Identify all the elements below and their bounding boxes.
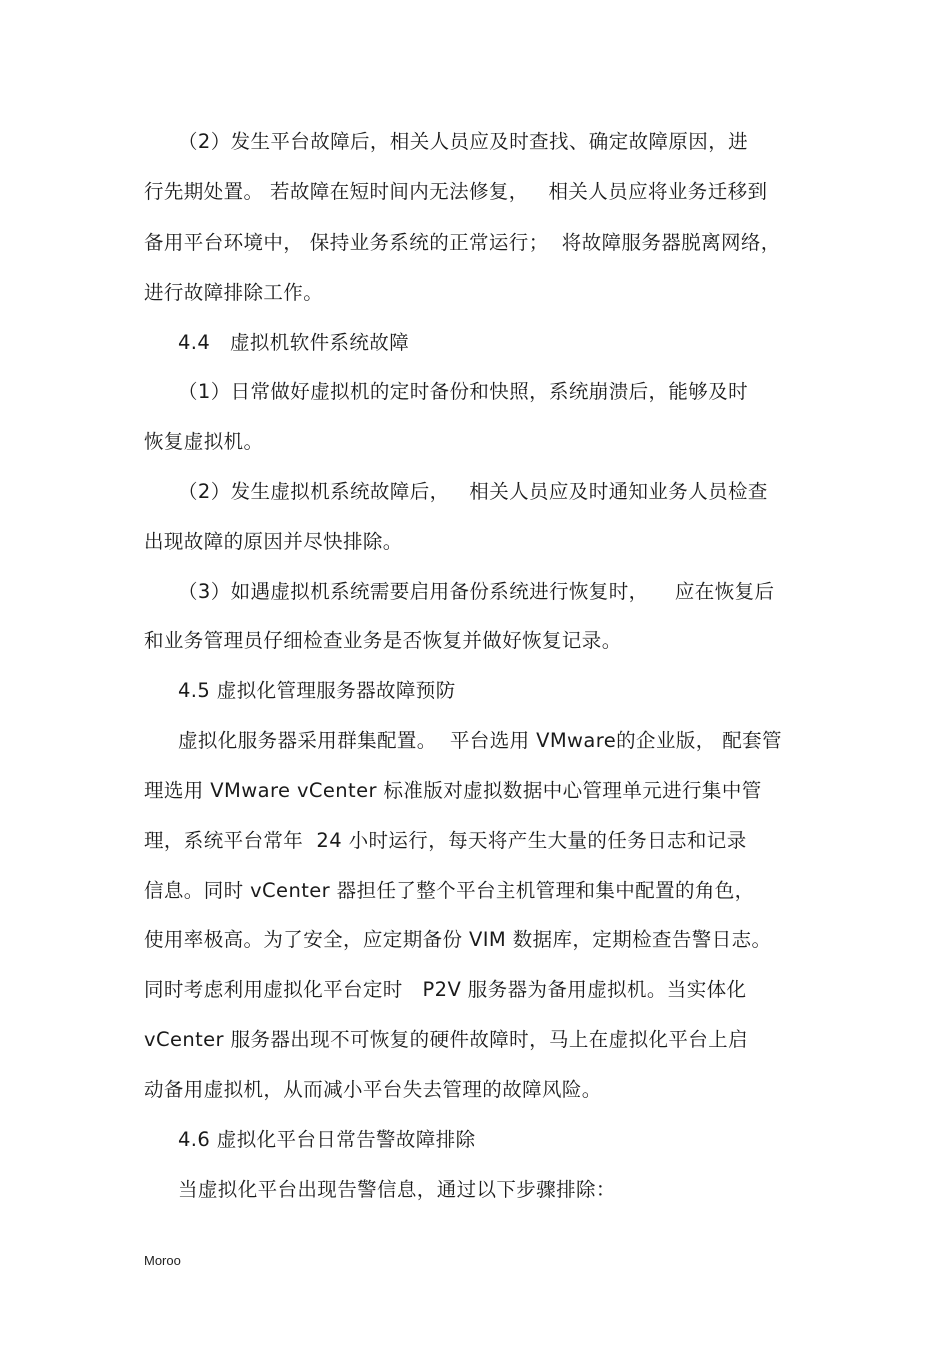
paragraph-line: 虚拟化服务器采用群集配置。 平台选用 VMware的企业版， 配套管 (178, 729, 782, 752)
paragraph-line: （2）发生虚拟机系统故障后， 相关人员应及时通知业务人员检查 (178, 480, 768, 503)
paragraph-line: 同时考虑利用虚拟化平台定时 P2V 服务器为备用虚拟机。当实体化 (144, 978, 747, 1001)
paragraph-line: 信息。同时 vCenter 器担任了整个平台主机管理和集中配置的角色， (144, 879, 755, 902)
paragraph-line: 恢复虚拟机。 (144, 430, 264, 453)
paragraph-line: 行先期处置。 若故障在短时间内无法修复， 相关人员应将业务迁移到 (144, 180, 768, 203)
page-footer: Moroo (144, 1253, 181, 1268)
paragraph-line: 动备用虚拟机，从而减小平台失去管理的故障风险。 (144, 1078, 602, 1101)
section-heading-4-4: 4.4 虚拟机软件系统故障 (178, 331, 410, 354)
paragraph-line: （3）如遇虚拟机系统需要启用备份系统进行恢复时， 应在恢复后 (178, 580, 775, 603)
paragraph-line: 备用平台环境中， 保持业务系统的正常运行； 将故障服务器脱离网络， (144, 231, 781, 254)
paragraph-line: vCenter 服务器出现不可恢复的硬件故障时，马上在虚拟化平台上启 (144, 1028, 748, 1051)
paragraph-line: 理选用 VMware vCenter 标准版对虚拟数据中心管理单元进行集中管 (144, 779, 762, 802)
paragraph-line: 理，系统平台常年 24 小时运行，每天将产生大量的任务日志和记录 (144, 829, 747, 852)
paragraph-line: 当虚拟化平台出现告警信息，通过以下步骤排除： (178, 1178, 616, 1201)
paragraph-line: 进行故障排除工作。 (144, 281, 324, 304)
paragraph-line: 使用率极高。为了安全，应定期备份 VIM 数据库，定期检查告警日志。 (144, 928, 772, 951)
section-heading-4-5: 4.5 虚拟化管理服务器故障预防 (178, 679, 456, 702)
paragraph-line: 和业务管理员仔细检查业务是否恢复并做好恢复记录。 (144, 629, 622, 652)
section-heading-4-6: 4.6 虚拟化平台日常告警故障排除 (178, 1128, 476, 1151)
paragraph-line: （1）日常做好虚拟机的定时备份和快照，系统崩溃后，能够及时 (178, 380, 749, 403)
paragraph-line: （2）发生平台故障后，相关人员应及时查找、确定故障原因，进 (178, 130, 749, 153)
paragraph-line: 出现故障的原因并尽快排除。 (144, 530, 403, 553)
